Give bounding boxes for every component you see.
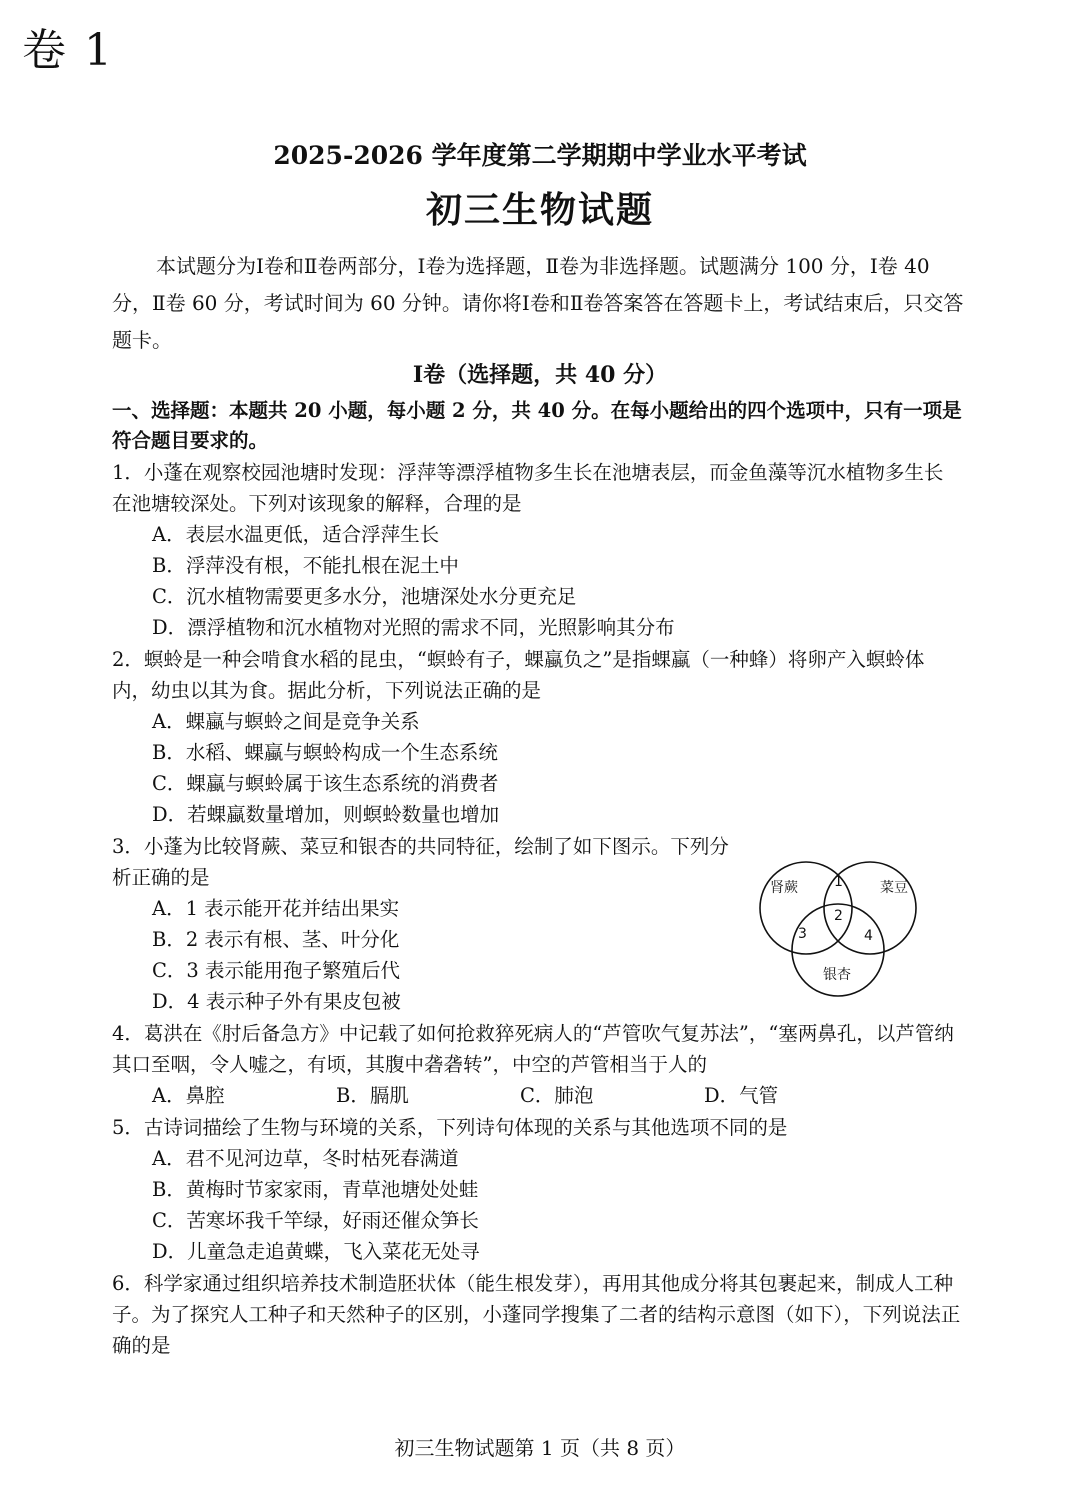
question-5 <box>112 1112 962 1267</box>
venn-label-shenjue: 肾蕨 <box>770 880 798 896</box>
venn-region-3: 3 <box>798 926 807 942</box>
option-a: A．表层水温更低，适合浮萍生长 <box>152 523 440 546</box>
option-c: C．3 表示能用孢子繁殖后代 <box>152 959 401 982</box>
question-stem: 3．小蓬为比较肾蕨、菜豆和银杏的共同特征，绘制了如下图示。下列分析正确的是 <box>112 835 729 889</box>
exam-instructions <box>112 248 972 359</box>
option-d: D．4 表示种子外有果皮包被 <box>152 990 401 1013</box>
option-c: C．肺泡 <box>520 1084 594 1107</box>
question-stem: 5．古诗词描绘了生物与环境的关系，下列诗句体现的关系与其他选项不同的是 <box>112 1116 788 1139</box>
option-d: D．漂浮植物和沉水植物对光照的需求不同，光照影响其分布 <box>152 616 675 639</box>
option-d: D．若蜾蠃数量增加，则螟蛉数量也增加 <box>152 803 500 826</box>
question-stem: 4．葛洪在《肘后备急方》中记载了如何抢救猝死病人的“芦管吹气复苏法”，“塞两鼻孔，以芦管纳其口至咽，令人嘘之，有顷，其腹中砻砻转”，中空的芦管相当于人的 <box>112 1022 954 1076</box>
option-c: C．蜾蠃与螟蛉属于该生态系统的消费者 <box>152 772 499 795</box>
option-d: D．儿童急走追黄蝶，飞入菜花无处寻 <box>152 1240 480 1263</box>
option-b: B．黄梅时节家家雨，青草池塘处处蛙 <box>152 1178 479 1201</box>
options-row <box>112 1080 962 1111</box>
question-stem: 1．小蓬在观察校园池塘时发现：浮萍等漂浮植物多生长在池塘表层，而金鱼藻等沉水植物多生长在池塘较深处。下列对该现象的解释，合理的是 <box>112 461 944 515</box>
venn-label-caidou: 菜豆 <box>880 880 908 896</box>
venn-region-4: 4 <box>864 928 873 944</box>
option-b: B．膈肌 <box>336 1084 409 1107</box>
section-instruction: 一、选择题：本题共 20 小题，每小题 2 分，共 40 分。在每小题给出的四个选项中，只有一项是符合题目要求的。 <box>112 399 962 452</box>
option-c: C．苦寒坏我千竿绿，好雨还催众笋长 <box>152 1209 479 1232</box>
option-a: A．鼻腔 <box>152 1084 225 1107</box>
option-a: A．1 表示能开花并结出果实 <box>152 897 400 920</box>
question-1 <box>112 457 962 643</box>
venn-region-1: 1 <box>834 874 843 890</box>
exam-title: 2025-2026 学年度第二学期期中学业水平考试 <box>273 141 807 170</box>
option-d: D．气管 <box>704 1084 779 1107</box>
section-title: Ⅰ卷（选择题，共 40 分） <box>412 362 668 388</box>
option-a: A．君不见河边草，冬时枯死春满道 <box>152 1147 459 1170</box>
venn-region-2: 2 <box>834 908 843 924</box>
page-footer: 初三生物试题第 1 页（共 8 页） <box>394 1436 686 1460</box>
option-b: B．浮萍没有根，不能扎根在泥土中 <box>152 554 459 577</box>
option-a: A．蜾蠃与螟蛉之间是竞争关系 <box>152 710 420 733</box>
question-stem: 2．螟蛉是一种会啃食水稻的昆虫，“螟蛉有子，蜾蠃负之”是指蜾蠃（一种蜂）将卵产入螟蛉体内，幼虫以其为食。据此分析，下列说法正确的是 <box>112 648 925 702</box>
option-b: B．水稻、蜾蠃与螟蛉构成一个生态系统 <box>152 741 498 764</box>
subject-title: 初三生物试题 <box>425 189 654 231</box>
venn-label-yinxing: 银杏 <box>823 967 851 983</box>
question-6 <box>112 1268 962 1361</box>
paper-label: 卷 1 <box>22 25 114 76</box>
question-2 <box>112 644 962 830</box>
question-stem: 6．科学家通过组织培养技术制造胚状体（能生根发芽），再用其他成分将其包裹起来，制成人工种子。为了探究人工种子和天然种子的区别，小蓬同学搜集了二者的结构示意图（如下），下列说法正确的是 <box>112 1272 961 1357</box>
question-4 <box>112 1018 962 1111</box>
option-c: C．沉水植物需要更多水分，池塘深处水分更充足 <box>152 585 577 608</box>
venn-diagram <box>738 858 938 998</box>
option-b: B．2 表示有根、茎、叶分化 <box>152 928 400 951</box>
intro-text: 本试题分为Ⅰ卷和Ⅱ卷两部分，Ⅰ卷为选择题，Ⅱ卷为非选择题。试题满分 100 分，Ⅰ卷 40 分，Ⅱ卷 60 分，考试时间为 60 分钟。请你将Ⅰ卷和Ⅱ卷答案答在答题卡上，考试结束后，只交答题卡。 <box>112 254 964 352</box>
